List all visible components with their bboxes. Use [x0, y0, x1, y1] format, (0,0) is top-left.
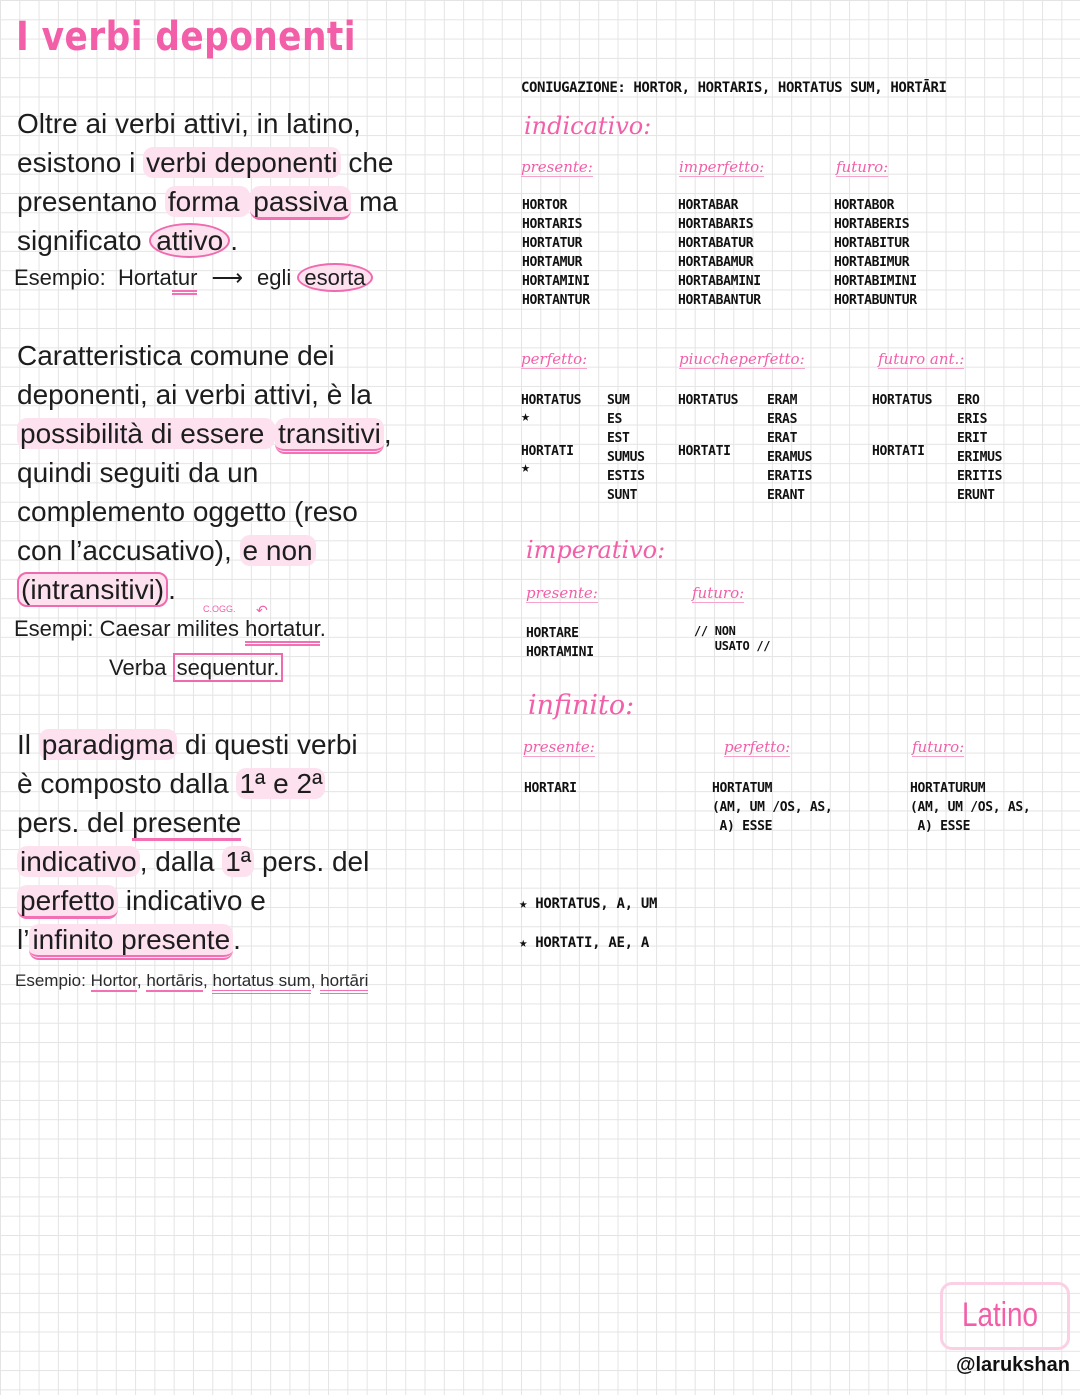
forms-ero-singular: ERO ERIS ERIT [957, 393, 988, 446]
label-futuro: futuro: [836, 158, 889, 176]
forms-imperativo-presente: HORTARE HORTAMINI [526, 626, 594, 660]
highlight-verbi-deponenti: verbi deponenti [143, 147, 340, 178]
label-imperfetto: imperfetto: [679, 158, 765, 176]
intro-line-1: Oltre ai verbi attivi, in latino, [17, 108, 361, 139]
note-hortatus: ★ HORTATUS, A, UM [519, 896, 658, 912]
intro-line-3: presentano forma passiva ma [17, 182, 457, 221]
perfetto-hortati: HORTATI [521, 444, 574, 459]
label-perfetto: perfetto: [521, 350, 588, 368]
label-infinito-perfetto: perfetto: [724, 738, 791, 756]
piuccheperfetto-hortati: HORTATI [678, 444, 731, 459]
page-title: I verbi deponenti [16, 14, 356, 60]
futuro-ant-hortatus: HORTATUS [872, 393, 933, 408]
label-presente: presente: [521, 158, 593, 176]
highlight-passiva: passiva [250, 186, 351, 220]
label-imperativo-futuro: futuro: [692, 584, 745, 602]
label-infinito-futuro: futuro: [912, 738, 965, 756]
forms-ero-plural: ERIMUS ERITIS ERUNT [957, 450, 1003, 503]
forms-sum-plural: SUMUS ESTIS SUNT [607, 450, 645, 503]
forms-infinito-perfetto: HORTATUM (AM, UM /OS, AS, A) ESSE [712, 781, 833, 834]
star-icon: ★ [521, 407, 530, 425]
highlight-transitivi: transitivi [275, 418, 384, 454]
forms-infinito-futuro: HORTATURUM (AM, UM /OS, AS, A) ESSE [910, 781, 1031, 834]
intro-example: Esempio: Hortatur ⟶ egli esorta [14, 265, 434, 291]
forms-futuro: HORTABOR HORTABERIS HORTABITUR HORTABIMUR HORTABIMINI HORTABUNTUR [834, 198, 917, 308]
circled-attivo: attivo [149, 223, 230, 258]
intro-paragraph [17, 104, 457, 260]
heading-indicativo: indicativo: [524, 112, 652, 140]
transitive-example-2: Verba sequentur. [109, 655, 469, 681]
author-handle: @larukshan [956, 1354, 1070, 1376]
intro-line-2: esistono i verbi deponenti che [17, 147, 394, 178]
label-piuccheperfetto: piuccheperfetto: [679, 350, 805, 368]
forms-eram-plural: ERAMUS ERATIS ERANT [767, 450, 813, 503]
label-imperativo-presente: presente: [526, 584, 598, 602]
subject-label: Latino [962, 1296, 1038, 1334]
intro-line-4: significato attivo . [17, 225, 239, 256]
curved-arrow-icon: ↶ [256, 602, 268, 618]
forms-infinito-presente: HORTARI [524, 781, 577, 796]
heading-imperativo: imperativo: [526, 536, 666, 564]
paradigm-example: Esempio: Hortor, hortāris, hortatus sum, hortāri [15, 971, 455, 991]
label-futuro-anteriore: futuro ant.: [878, 350, 965, 368]
star-icon: ★ [521, 458, 530, 476]
piuccheperfetto-hortatus: HORTATUS [678, 393, 739, 408]
circled-esorta: esorta [297, 263, 372, 292]
heading-infinito: infinito: [528, 690, 635, 721]
boxed-intransitivi: (intransitivi) [17, 572, 168, 607]
forms-imperativo-futuro: // NON USATO // [694, 624, 771, 653]
paradigm-paragraph: Il paradigma di questi verbi è composto dalla 1ª e 2ª pers. del presente indicativo , dalla 1ª pers. del perfetto indicativo e l’ infinito presente . [17, 725, 457, 959]
perfetto-hortatus: HORTATUS [521, 393, 582, 408]
boxed-sequentur: sequentur. [173, 653, 284, 682]
note-hortati: ★ HORTATI, AE, A [519, 935, 650, 951]
label-infinito-presente: presente: [523, 738, 595, 756]
forms-imperfetto: HORTABAR HORTABARIS HORTABATUR HORTABAMUR HORTABAMINI HORTABANTUR [678, 198, 761, 308]
annotation-c-ogg: C.OGG. [203, 604, 236, 614]
transitive-example-1: Esempi: Caesar milites hortatur. [14, 616, 434, 642]
arrow-icon: ⟶ [211, 265, 243, 290]
example-ending: tur [172, 265, 198, 295]
forms-sum-singular: SUM ES EST [607, 393, 630, 446]
forms-presente: HORTOR HORTARIS HORTATUR HORTAMUR HORTAMINI HORTANTUR [522, 198, 590, 308]
conjugation-header: CONIUGAZIONE: HORTOR, HORTARIS, HORTATUS SUM, HORTĀRI [521, 80, 947, 96]
forms-eram-singular: ERAM ERAS ERAT [767, 393, 798, 446]
example-label: Esempio: [14, 265, 106, 290]
transitive-paragraph: Caratteristica comune dei deponenti, ai verbi attivi, è la possibilità di essere transitivi , quindi seguiti da un complemento oggetto (reso con l’accusativo), e non (intransitivi) . [17, 340, 392, 605]
futuro-ant-hortati: HORTATI [872, 444, 925, 459]
